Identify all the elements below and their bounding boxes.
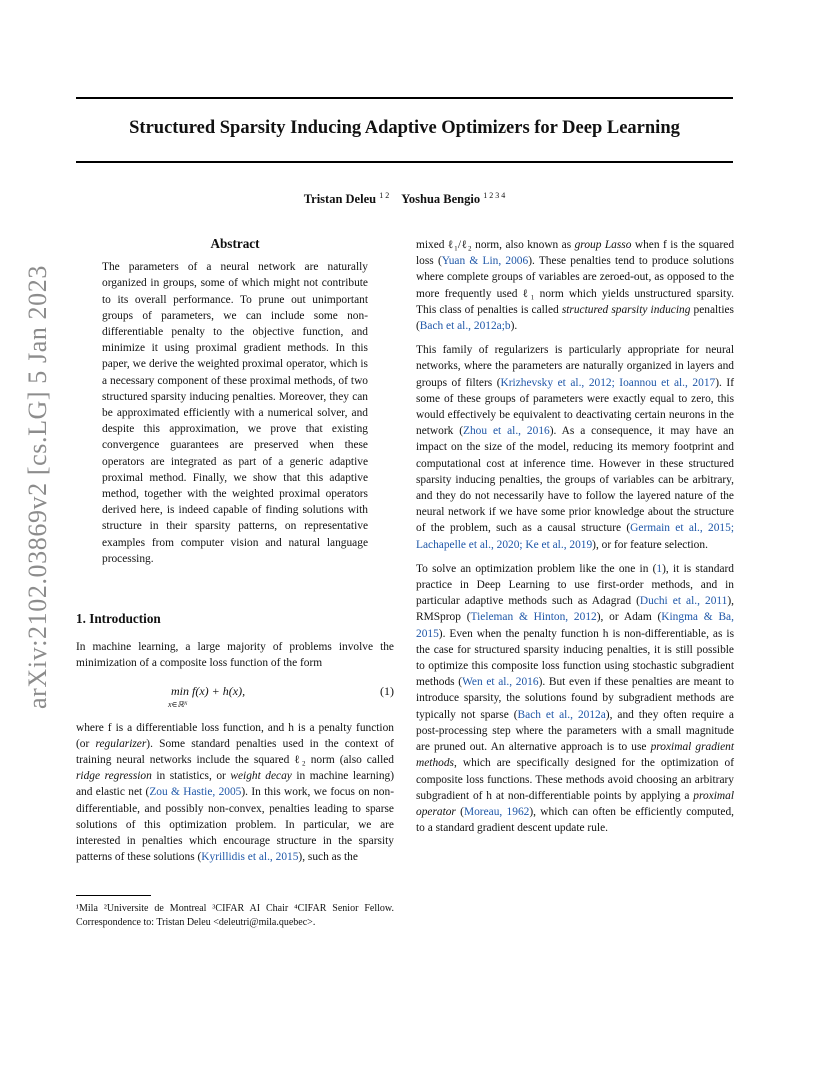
footnote-rule (76, 895, 151, 896)
text-run: ). These penalties tend to produce solutions where complete groups of variables are zeroed-out, as opposed to the more frequently used ℓ₁ norm which yields unstructured sparsity. This class of penalties is called (416, 255, 734, 316)
author-name: Yoshua Bengio (401, 192, 481, 207)
text-run: ), it is standard practice in Deep Learning to use first-order methods, and in particular adaptive methods such as Adagrad ( (416, 562, 734, 608)
abstract-text: The parameters of a neural network are naturally organized in groups, some of which might not contribute to its overall performance. To prune out unimportant groups of parameters, we can include some non-differentiable penalty to the objective function, and minimize it using proximal gradient methods. In this paper, we derive the weighted proximal operator, which is a necessary component of these proximal methods, of two structured sparsity inducing penalties. Moreover, they can be approximated efficiently with a numerical solver, and despite this approximation, we prove that existing convergence guarantees are preserved when these operators are integrated as part of a generic adaptive proximal method. Finally, we show that this adaptive method, together with the weighted proximal operators derived here, is indeed capable of finding solutions with structure in their sparsity patterns, on representative examples from computer vision and natural language processing. (102, 261, 368, 565)
paragraph (416, 561, 734, 836)
paragraph (416, 342, 734, 553)
text-run: ). But even if these penalties are meant to introduce sparsity, the solutions found by subgradient methods are typically not sparse ( (416, 676, 734, 721)
citation-link[interactable]: Wen et al., 2016 (462, 676, 539, 689)
citation-link[interactable]: Yuan & Lin, 2006 (441, 255, 529, 268)
text-run: , which are specifically designed for the optimization of composite loss functions. These methods avoid choosing an arbitrary subgradient of h at non-differentiable points by applying a (416, 757, 734, 802)
paragraph (416, 237, 734, 334)
emphasis: weight decay (230, 770, 292, 783)
emphasis: proximal gradient methods (416, 741, 735, 770)
text-run: mixed ℓ₁/ℓ₂ norm, also known as (416, 239, 575, 251)
citation-link[interactable]: Tieleman & Hinton, 2012 (470, 611, 597, 624)
footnote-text: ¹Mila ²Universite de Montreal ³CIFAR AI Chair ⁴CIFAR Senior Fellow. Correspondence to: Tristan Deleu <deleutri@mila.quebec>. (76, 903, 394, 928)
citation-link[interactable]: Duchi et al., 2011 (639, 595, 728, 608)
text-run: ). (510, 320, 518, 333)
text-run: in statistics, or (151, 770, 231, 783)
equation-subscript: x∈ℝᴺ (168, 699, 188, 709)
left-column (76, 236, 394, 874)
author-affiliation: 1 2 3 4 (483, 191, 506, 200)
citation-link[interactable]: Kyrillidis et al., 2015 (201, 851, 299, 864)
text-run: ), RMSprop ( (416, 595, 735, 624)
citation-link[interactable]: Zhou et al., 2016 (463, 425, 550, 438)
text-run: where f is a differentiable loss function, and h is a penalty function (or (76, 721, 394, 750)
text-run: ), such as the (298, 851, 358, 864)
text-run: ). In this work, we focus on non-differentiable, and possibly non-convex, penalties leading to sparse solutions of this optimization problem. In particular, we are interested in penalties which encourage structure in the sparsity patterns of these solutions ( (76, 786, 394, 864)
text-run: when f is the squared loss ( (416, 239, 735, 268)
emphasis: regularizer (95, 737, 147, 750)
text-run: ). Even when the penalty function h is non-differentiable, as is the case for structured sparsity inducing penalties, it is still possible to optimize this composite loss function using stochastic subgradient methods ( (416, 627, 734, 689)
paragraph: In machine learning, a large majority of problems involve the minimization of a composite loss function of the form (76, 641, 394, 670)
text-run: ), or Adam ( (596, 611, 662, 624)
equation-expression: min f(x) + h(x), (171, 683, 246, 698)
text-run: ). As a consequence, it may have an impact on the size of the model, reducing its memory footprint and computational cost at inference time. However in these structured sparsity inducing penalties, the groups of variables can be arbitrary, and they do not necessarily have to follow the layered nature of the neural network if we have some prior knowledge about the structure of the problem, such as a causal structure ( (416, 425, 735, 535)
emphasis: ridge regression (76, 770, 152, 783)
abstract-heading: Abstract (210, 236, 260, 251)
right-column (416, 237, 734, 844)
author-list (76, 191, 733, 207)
citation-link[interactable]: Zou & Hastie, 2005 (149, 786, 242, 799)
citation-link[interactable]: Moreau, 1962 (463, 805, 530, 818)
citation-link[interactable]: Krizhevsky et al., 2012; Ioannou et al., 2017 (500, 376, 716, 389)
equation-reference-link[interactable]: 1 (656, 562, 663, 575)
paper-title: Structured Sparsity Inducing Adaptive Optimizers for Deep Learning (129, 118, 680, 138)
citation-link[interactable]: Bach et al., 2012a (517, 708, 606, 721)
text-run: ), and they often require a post-processing step where the parameters with a small magnitude are pruned out. An alternative approach is to use (416, 708, 734, 754)
equation-number: (1) (380, 683, 394, 698)
footnote-area (76, 895, 394, 930)
emphasis: structured sparsity inducing (561, 303, 691, 316)
text-run: To solve an optimization problem like the one in ( (416, 562, 657, 575)
paragraph (76, 720, 394, 866)
citation-link[interactable]: Kingma & Ba, 2015 (416, 611, 734, 640)
author-name: Tristan Deleu (303, 192, 377, 207)
section-heading-introduction: 1. Introduction (76, 611, 161, 627)
text-run: ). Some standard penalties used in the context of training neural networks include the squared ℓ₂ norm (also called (76, 737, 394, 767)
text-run: penalties ( (416, 303, 734, 333)
text-run: ), which can often be efficiently computed, to a standard gradient descent update rule. (416, 805, 734, 835)
citation-link[interactable]: Bach et al., 2012a;b (419, 320, 511, 333)
arxiv-identifier: arXiv:2102.03869v2 [cs.LG] 5 Jan 2023 (23, 265, 52, 709)
emphasis: proximal operator (416, 789, 734, 818)
text-run: in machine learning) and elastic net ( (76, 770, 395, 799)
text-run: ). If some of these groups of parameters were exactly equal to zero, this would effectively be equivalent to deactivating certain neurons in the network ( (416, 376, 734, 438)
title-rule-top (76, 97, 733, 99)
title-rule-bottom (76, 161, 733, 163)
author-affiliation: 1 2 (379, 191, 390, 200)
text-run: ( (455, 805, 464, 818)
citation-link[interactable]: Germain et al., 2015; Lachapelle et al., 2020; Ke et al., 2019 (416, 522, 734, 551)
emphasis: group Lasso (574, 239, 632, 251)
text-run: This family of regularizers is particularly appropriate for neural networks, where the parameters are naturally organized in layers and groups of filters ( (416, 344, 734, 389)
text-run: ), or for feature selection. (592, 538, 708, 551)
equation-1 (76, 680, 394, 710)
